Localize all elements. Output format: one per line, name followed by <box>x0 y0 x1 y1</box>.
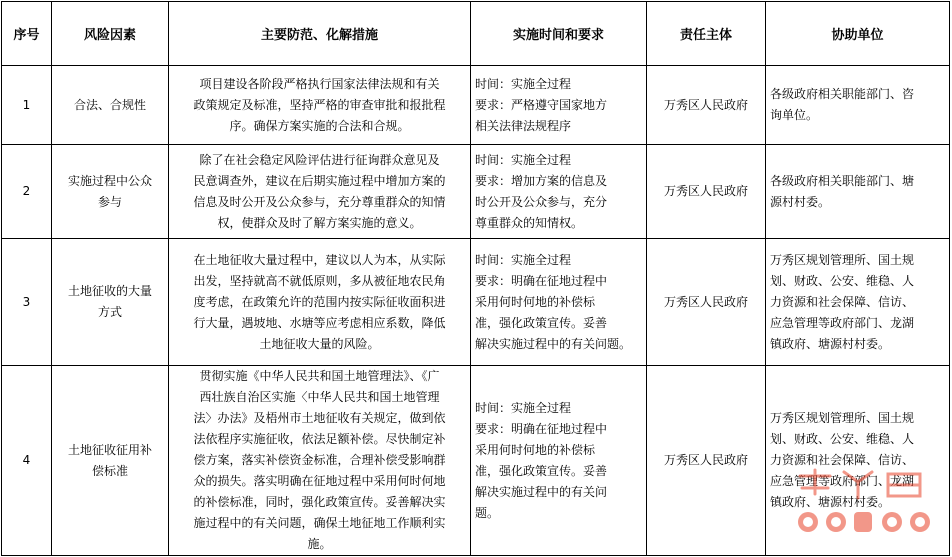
measures-line: 权，使群众及时了解方案实施的意义。 <box>217 215 422 230</box>
risk-factor-line: 偿标准 <box>91 463 128 478</box>
risk-factor-cell <box>52 145 169 239</box>
responsible-cell: 万秀区人民政府 <box>647 239 766 366</box>
assist-units-line: 划、财政、公安、维稳、人 <box>770 432 915 446</box>
timing-line: 要求：严格遵守国家地方 <box>475 97 608 112</box>
assist-units-line: 镇政府、塘源村村委。 <box>770 336 891 351</box>
measures-line: 法依程序实施征收，依法足额补偿。尽快制定补 <box>193 432 446 446</box>
assist-units-cell <box>766 366 950 556</box>
assist-units-line: 力资源和社会保障、信访、 <box>770 453 915 467</box>
timing-line: 采用何时何地的补偿标 <box>475 442 596 457</box>
measures-line: 施。 <box>307 537 332 551</box>
assist-units-cell <box>766 239 950 366</box>
header-num: 序号 <box>2 2 52 66</box>
assist-units-line: 万秀区规划管理所、国土规 <box>770 411 915 425</box>
risk-table <box>1 1 950 556</box>
assist-units-cell <box>766 145 950 239</box>
measures-line: 度考虑，在政策允许的范围内按实际征收面积进 <box>193 294 446 309</box>
timing-line: 题。 <box>475 505 500 520</box>
measures-line: 序。确保方案实施的合法和合规。 <box>229 118 410 133</box>
responsible-cell: 万秀区人民政府 <box>647 145 766 239</box>
row-number-cell: 3 <box>2 239 52 366</box>
measures-line: 项目建设各阶段严格执行国家法律法规和有关 <box>199 76 440 91</box>
risk-factor-cell <box>52 239 169 366</box>
measures-cell <box>169 366 471 556</box>
risk-factor-line: 参与 <box>97 194 122 209</box>
risk-factor-cell <box>52 66 169 145</box>
measures-line: 土地征收大量的风险。 <box>259 336 380 351</box>
table-row <box>2 66 950 145</box>
timing-line: 准，强化政策宣传。妥善 <box>475 463 608 478</box>
measures-line: 施过程中的有关问题，确保土地征地工作顺利实 <box>193 516 446 530</box>
risk-factor-line: 土地征收征用补 <box>67 442 152 457</box>
assist-units-line: 万秀区规划管理所、国土规 <box>770 252 915 267</box>
timing-line: 解决实施过程中的有关问 <box>475 484 608 499</box>
assist-units-line: 应急管理等政府部门、龙湖 <box>770 315 915 330</box>
measures-line: 众的损失。落实明确在征地过程中采用何时何地 <box>193 474 446 488</box>
table-body <box>2 66 950 556</box>
timing-cell <box>471 66 647 145</box>
assist-units-cell <box>766 66 950 145</box>
measures-cell <box>169 66 471 145</box>
timing-line: 时间：实施全过程 <box>475 252 572 267</box>
timing-cell <box>471 366 647 556</box>
risk-factor-line: 合法、合规性 <box>73 97 146 112</box>
measures-line: 政策规定及标准，坚持严格的审查审批和报批程 <box>193 97 446 112</box>
assist-units-line: 力资源和社会保障、信访、 <box>770 294 915 309</box>
timing-cell <box>471 145 647 239</box>
timing-cell <box>471 239 647 366</box>
risk-factor-line: 土地征收的大量 <box>67 284 152 298</box>
row-number-cell: 2 <box>2 145 52 239</box>
header-responsible: 责任主体 <box>647 2 766 66</box>
table-row <box>2 239 950 366</box>
header-assist: 协助单位 <box>766 2 950 66</box>
timing-line: 时公开及公众参与，充分 <box>475 194 608 209</box>
measures-cell <box>169 145 471 239</box>
risk-factor-cell <box>52 366 169 556</box>
table-header-row <box>2 2 950 66</box>
responsible-cell: 万秀区人民政府 <box>647 66 766 145</box>
measures-line: 民意调查外，建议在后期实施过程中增加方案的 <box>193 173 446 188</box>
measures-line: 偿方案，落实补偿资金标准，合理补偿受影响群 <box>193 453 446 467</box>
timing-line: 时间：实施全过程 <box>475 76 572 91</box>
assist-units-line: 询单位。 <box>770 108 819 122</box>
header-timing: 实施时间和要求 <box>471 2 647 66</box>
timing-line: 尊重群众的知情权。 <box>475 215 584 230</box>
assist-units-line: 各级政府相关职能部门、咨 <box>770 87 915 101</box>
measures-line: 行大量，遇坡地、水塘等应考虑相应系数，降低 <box>193 315 446 330</box>
header-risk-factor: 风险因素 <box>52 2 169 66</box>
table-row <box>2 366 950 556</box>
responsible-cell: 万秀区人民政府 <box>647 366 766 556</box>
assist-units-line: 镇政府、塘源村村委。 <box>770 495 891 509</box>
assist-units-line: 各级政府相关职能部门、塘 <box>770 173 915 188</box>
assist-units-line: 划、财政、公安、维稳、人 <box>770 273 915 288</box>
row-number-cell: 1 <box>2 66 52 145</box>
measures-line: 在土地征收大量过程中，建议以人为本，从实际 <box>193 252 446 267</box>
measures-line: 贯彻实施《中华人民共和国土地管理法》、《广 <box>199 369 440 383</box>
assist-units-line: 应急管理等政府部门、龙湖 <box>770 474 915 488</box>
timing-line: 时间：实施全过程 <box>475 400 572 415</box>
risk-factor-line: 方式 <box>97 305 122 319</box>
risk-factor-line: 实施过程中公众 <box>67 173 152 188</box>
measures-line: 除了在社会稳定风险评估进行征询群众意见及 <box>199 152 440 167</box>
timing-line: 准，强化政策宣传。妥善 <box>475 315 608 330</box>
timing-line: 解决实施过程中的有关问题。 <box>475 336 632 351</box>
measures-cell <box>169 239 471 366</box>
header-measures: 主要防范、化解措施 <box>169 2 471 66</box>
assist-units-line: 源村村委。 <box>770 194 831 209</box>
timing-line: 相关法律法规程序 <box>475 118 572 133</box>
row-number-cell: 4 <box>2 366 52 556</box>
timing-line: 要求：明确在征地过程中 <box>475 273 608 288</box>
timing-line: 要求：明确在征地过程中 <box>475 421 608 436</box>
measures-line: 的补偿标准，同时，强化政策宣传。妥善解决实 <box>193 495 446 509</box>
timing-line: 时间：实施全过程 <box>475 152 572 167</box>
timing-line: 采用何时何地的补偿标 <box>475 294 596 309</box>
measures-line: 信息及时公开及公众参与，充分尊重群众的知情 <box>193 194 446 209</box>
timing-line: 要求：增加方案的信息及 <box>475 173 608 188</box>
measures-line: 出发，坚持就高不就低原则，多从被征地农民角 <box>193 273 446 288</box>
table-row <box>2 145 950 239</box>
measures-line: 西壮族自治区实施〈中华人民共和国土地管理 <box>199 390 440 404</box>
measures-line: 法〉办法》及梧州市土地征收有关规定，做到依 <box>193 411 446 425</box>
